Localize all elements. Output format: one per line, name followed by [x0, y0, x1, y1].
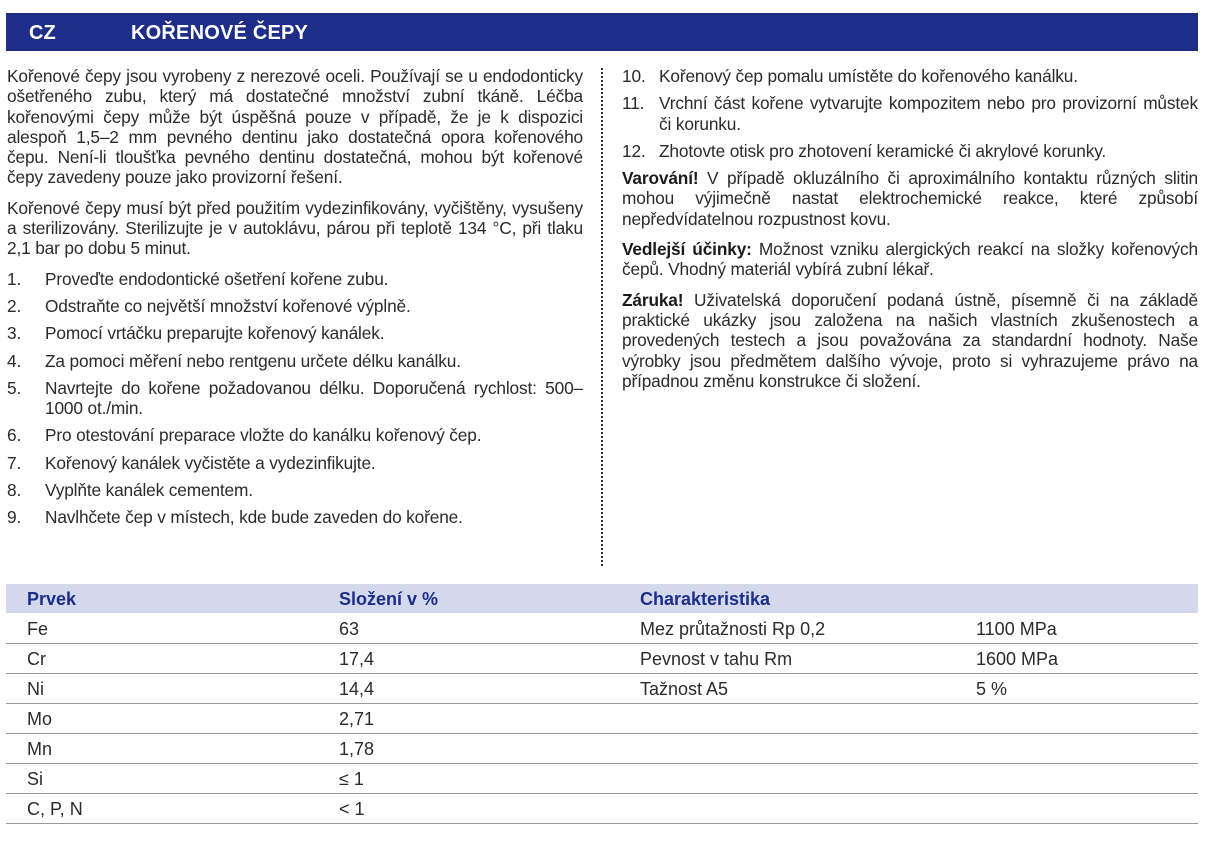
- column-header-element: Prvek: [27, 589, 77, 609]
- right-column: [622, 66, 1198, 401]
- cell-element: Si: [27, 769, 44, 789]
- step-item: [622, 93, 1198, 134]
- sterilization-paragraph: Kořenové čepy musí být před použitím vydezinfikovány, vyčištěny, vysušeny a sterilizovány. Sterilizujte je v autoklávu, párou při teplotě 134 °C, při tlaku 2,1 bar po dobu 5 minut.: [7, 197, 583, 259]
- step-text: Za pomoci měření nebo rentgenu určete délku kanálku.: [45, 350, 461, 371]
- cell-element: Mo: [27, 709, 53, 729]
- step-number: 10.: [622, 66, 646, 86]
- cell-property: Pevnost v tahu Rm: [640, 649, 793, 669]
- cell-composition: 1,78: [339, 739, 375, 759]
- step-text: Kořenový kanálek vyčistěte a vydezinfikujte.: [45, 452, 376, 473]
- steps-list-right: [622, 66, 1198, 161]
- step-number: 1.: [7, 268, 22, 289]
- column-divider: [601, 68, 603, 566]
- step-text: Odstraňte co největší množství kořenové výplně.: [45, 295, 411, 316]
- step-number: 12.: [622, 140, 646, 161]
- step-number: 3.: [7, 323, 22, 344]
- language-code: CZ: [29, 22, 56, 44]
- cell-property: Tažnost A5: [640, 679, 729, 699]
- column-header-composition: Složení v %: [339, 589, 439, 609]
- table-row: [6, 674, 1198, 704]
- step-text: Vyplňte kanálek cementem.: [45, 480, 253, 501]
- step-text: Pro otestování preparace vložte do kanálku kořenový čep.: [45, 425, 482, 446]
- cell-property: Mez průtažnosti Rp 0,2: [640, 619, 826, 639]
- table-row: [6, 764, 1198, 794]
- step-number: 8.: [7, 480, 22, 501]
- table-row: [6, 794, 1198, 824]
- side-effects-paragraph: [622, 239, 1198, 280]
- cell-element: Cr: [27, 649, 46, 669]
- step-item: [7, 296, 583, 316]
- table-row: [6, 704, 1198, 734]
- step-text: Zhotovte otisk pro zhotovení keramické či akrylové korunky.: [659, 140, 1107, 161]
- step-item: [7, 351, 583, 371]
- step-item: [7, 453, 583, 473]
- table-row: [6, 614, 1198, 644]
- side-effects-text: Možnost vzniku alergických reakcí na složky kořenových čepů. Vhodný materiál vybírá zubní lékař.: [622, 239, 1198, 280]
- intro-paragraph: Kořenové čepy jsou vyrobeny z nerezové oceli. Používají se u endodonticky ošetřeného zubu, který má dostatečné množství zubní tkáně. Léčba kořenovými čepy může být úspěšná pouze v případě, že je k dispozici alespoň 1,5–2 mm pevného dentinu jako dostatečná opora kořenového čepu. Není-li tloušťka pevného dentinu dostatečná, mohou být kořenové čepy zavedeny pouze jako provizorní řešení.: [7, 66, 583, 188]
- step-number: 6.: [7, 425, 22, 446]
- guarantee-text: Uživatelská doporučení podaná ústně, písemně či na základě praktické ukázky jsou založena na našich vlastních zkušenostech a provedených testech a jsou považována za standardní hodnoty. Naše výrobky jsou předmětem dalšího vývoje, proto si vyhrazujeme právo na případnou změnu konstrukce či složení.: [622, 289, 1198, 391]
- step-text: Vrchní část kořene vytvarujte kompozitem nebo pro provizorní můstek či korunku.: [659, 93, 1198, 134]
- step-number: 4.: [7, 350, 22, 371]
- column-header-characteristics: Charakteristika: [640, 589, 771, 609]
- cell-value: 1100 MPa: [976, 619, 1057, 639]
- step-number: 5.: [7, 377, 22, 398]
- step-number: 2.: [7, 295, 22, 316]
- warning-paragraph: [622, 168, 1198, 229]
- left-column: [7, 66, 583, 535]
- cell-element: C, P, N: [27, 799, 83, 819]
- cell-element: Mn: [27, 739, 53, 759]
- cell-element: Ni: [27, 679, 44, 699]
- cell-value: 1600 MPa: [976, 649, 1059, 669]
- step-number: 11.: [622, 93, 645, 114]
- step-item: [622, 66, 1198, 86]
- guarantee-paragraph: [622, 290, 1198, 391]
- page-title: KOŘENOVÉ ČEPY: [131, 22, 309, 44]
- step-item: [7, 480, 583, 500]
- cell-composition: 63: [339, 619, 360, 639]
- step-item: [7, 425, 583, 445]
- step-text: Kořenový čep pomalu umístěte do kořenového kanálku.: [659, 66, 1078, 86]
- cell-composition: < 1: [339, 799, 365, 819]
- step-item: [622, 141, 1198, 161]
- table-row: [6, 734, 1198, 764]
- step-number: 9.: [7, 507, 22, 528]
- guarantee-label: Záruka!: [622, 289, 684, 310]
- step-text: Navrtejte do kořene požadovanou délku. Doporučená rychlost: 500–1000 ot./min.: [45, 377, 583, 419]
- cell-composition: 2,71: [339, 709, 375, 729]
- cell-composition: 14,4: [339, 679, 375, 699]
- steps-list-left: [7, 269, 583, 528]
- section-header: [6, 13, 1198, 51]
- step-text: Proveďte endodontické ošetření kořene zubu.: [45, 268, 389, 289]
- step-item: [7, 378, 583, 419]
- step-item: [7, 323, 583, 343]
- warning-text: V případě okluzálního či aproximálního kontaktu různých slitin mohou výjimečně nastat elektrochemické reakce, které způsobí nepředvídatelnou rozpustnost kovu.: [622, 168, 1198, 229]
- step-text: Pomocí vrtáčku preparujte kořenový kanálek.: [45, 323, 385, 344]
- warning-label: Varování!: [622, 168, 699, 189]
- side-effects-label: Vedlejší účinky:: [622, 239, 752, 260]
- step-text: Navlhčete čep v místech, kde bude zaveden do kořene.: [45, 507, 463, 528]
- cell-composition: 17,4: [339, 649, 375, 669]
- cell-composition: ≤ 1: [339, 769, 364, 789]
- table-row: [6, 644, 1198, 674]
- step-item: [7, 507, 583, 527]
- cell-value: 5 %: [976, 679, 1008, 699]
- table-header: [6, 584, 1198, 613]
- cell-element: Fe: [27, 619, 49, 639]
- step-item: [7, 269, 583, 289]
- step-number: 7.: [7, 452, 22, 473]
